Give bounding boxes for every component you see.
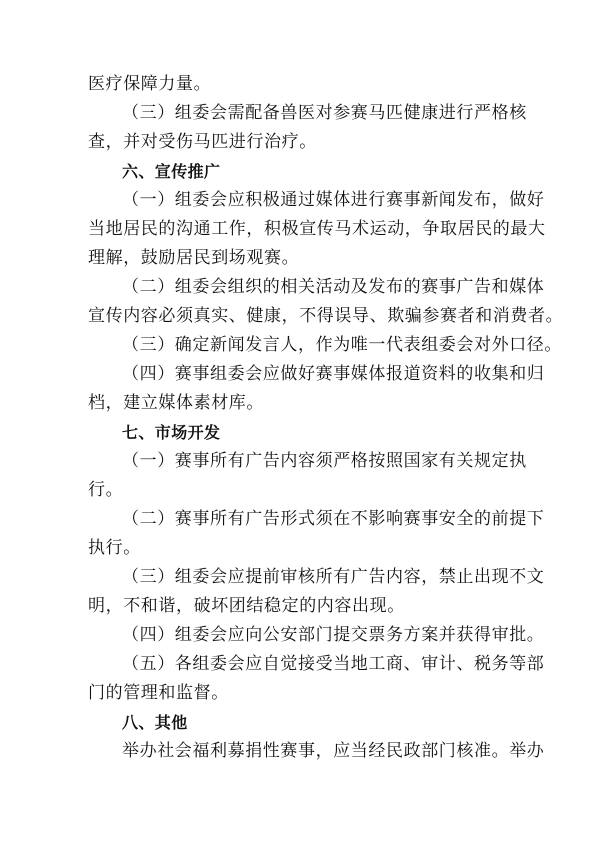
section-heading: 六、宣传推广 [122, 162, 221, 181]
paragraph-line: （二）赛事所有广告形式须在不影响赛事安全的前提下 [122, 509, 545, 529]
text-line: 当地居民的沟通工作，积极宣传马术运动，争取居民的最大 [88, 219, 546, 239]
section-heading: 八、其他 [122, 713, 188, 732]
paragraph-line: （三）确定新闻发言人，作为唯一代表组委会对外口径。 [122, 335, 562, 355]
paragraph-line: （三）组委会应提前审核所有广告内容，禁止出现不文 [122, 567, 545, 587]
text-line: 行。 [88, 480, 124, 500]
text-line: 门的管理和监督。 [88, 683, 229, 703]
paragraph-line: （一）赛事所有广告内容须严格按照国家有关规定执 [122, 451, 527, 471]
text-line: 理解，鼓励居民到场观赛。 [88, 248, 300, 268]
paragraph-line: （三）组委会需配备兽医对参赛马匹健康进行严格核 [122, 103, 527, 123]
paragraph-line: （四）赛事组委会应做好赛事媒体报道资料的收集和归 [122, 364, 545, 384]
text-line: 执行。 [88, 538, 141, 558]
paragraph-line: （二）组委会组织的相关活动及发布的赛事广告和媒体 [122, 277, 545, 297]
text-line: 明，不和谐，破坏团结稳定的内容出现。 [88, 596, 405, 616]
paragraph-line: （四）组委会应向公安部门提交票务方案并获得审批。 [122, 625, 545, 645]
paragraph-line: 举办社会福利募捐性赛事，应当经民政部门核准。举办 [122, 741, 545, 761]
text-line: 宣传内容必须真实、健康，不得误导、欺骗参赛者和消费者。 [88, 306, 564, 326]
document-page [88, 70, 564, 766]
text-line: 医疗保障力量。 [88, 74, 212, 94]
text-line: 档，建立媒体素材库。 [88, 393, 264, 413]
text-line: 查，并对受伤马匹进行治疗。 [88, 132, 317, 152]
paragraph-line: （一）组委会应积极通过媒体进行赛事新闻发布，做好 [122, 190, 545, 210]
section-heading: 七、市场开发 [122, 423, 221, 442]
paragraph-line: （五）各组委会应自觉接受当地工商、审计、税务等部 [122, 654, 545, 674]
